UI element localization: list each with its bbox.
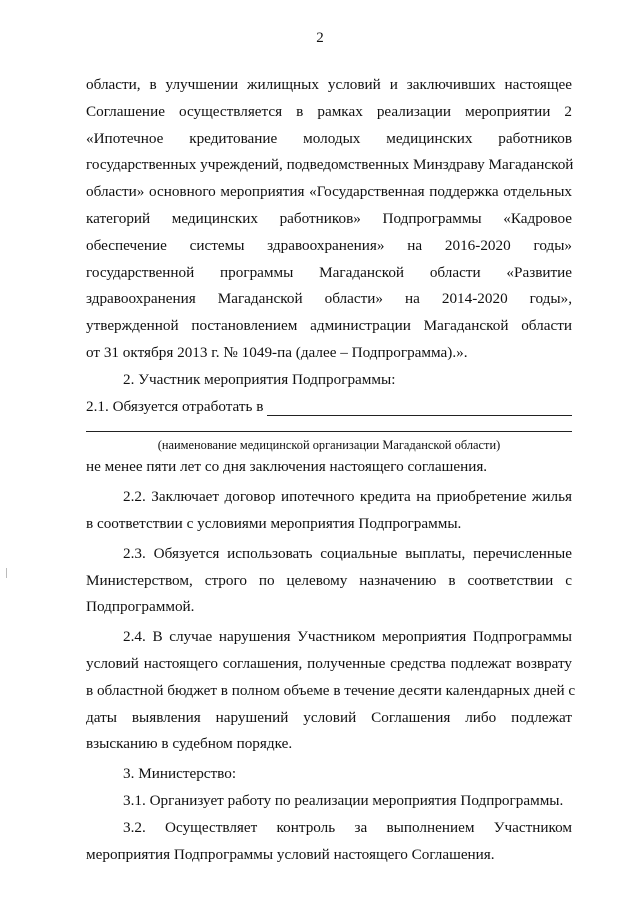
paragraph-line: в соответствии с условиями мероприятия Подпрограммы. [86, 514, 462, 532]
paragraph-line: государственных учреждений, подведомственных Минздраву Магаданской [86, 156, 574, 174]
document-body [86, 72, 576, 868]
paragraph-line: категорий медицинских работников» Подпрограммы «Кадровое [86, 209, 572, 227]
paragraph-line: здравоохранения Магаданской области» на 2014-2020 годы», [86, 290, 572, 308]
page-number: 2 [316, 30, 324, 46]
paragraph-line: области» основного мероприятия «Государственная поддержка отдельных [86, 183, 572, 201]
paragraph-line: обеспечение системы здравоохранения» на 2016-2020 годы» [86, 236, 572, 254]
fill-in-prefix: 2.1. Обязуется отработать в [86, 397, 264, 415]
paragraph-line: даты выявления нарушений условий Соглашения либо подлежат [86, 708, 572, 726]
paragraph-line: Соглашение осуществляется в рамках реализации мероприятии 2 [86, 102, 572, 120]
paragraph-line: взысканию в судебном порядке. [86, 735, 293, 753]
section-heading: 3. Министерство: [123, 765, 237, 783]
paragraph-line: от 31 октября 2013 г. № 1049-па (далее – Подпрограмма).». [86, 343, 468, 361]
paragraph-line: области, в улучшении жилищных условий и заключивших настоящее [86, 76, 572, 93]
fill-in-row [86, 394, 572, 421]
paragraph-line: 2.2. Заключает договор ипотечного кредита на приобретение жилья [123, 488, 572, 506]
paragraph-line: государственной программы Магаданской области «Развитие [86, 263, 572, 281]
section-heading: 2. Участник мероприятия Подпрограммы: [123, 370, 396, 388]
scan-artifact [6, 568, 7, 578]
paragraph-line: условий настоящего соглашения, полученные средства подлежат возврату [86, 654, 572, 672]
paragraph-line: 3.1. Организует работу по реализации мероприятия Подпрограммы. [123, 791, 564, 809]
fill-in-blank[interactable] [267, 397, 572, 416]
fill-in-underline [86, 431, 572, 432]
paragraph-line: не менее пяти лет со дня заключения настоящего соглашения. [86, 458, 488, 476]
paragraph-line: 2.4. В случае нарушения Участником мероприятия Подпрограммы [123, 628, 572, 646]
paragraph-line: утвержденной постановлением администрации Магаданской области [86, 317, 572, 335]
fill-in-caption: (наименование медицинской организации Магаданской области) [157, 438, 501, 453]
paragraph-line: Министерством, строго по целевому назначению в соответствии с [86, 571, 572, 589]
paragraph-line: «Ипотечное кредитование молодых медицинских работников [86, 129, 572, 147]
paragraph-line: в областной бюджет в полном объеме в течение десяти календарных дней с [86, 681, 576, 699]
paragraph-line: мероприятия Подпрограммы условий настоящего Соглашения. [86, 845, 495, 863]
paragraph-line: 2.3. Обязуется использовать социальные выплаты, перечисленные [123, 544, 572, 562]
paragraph-line: 3.2. Осуществляет контроль за выполнением Участником [123, 818, 572, 836]
paragraph-line: Подпрограммой. [86, 598, 195, 616]
fill-in-second-blank[interactable] [86, 420, 572, 436]
